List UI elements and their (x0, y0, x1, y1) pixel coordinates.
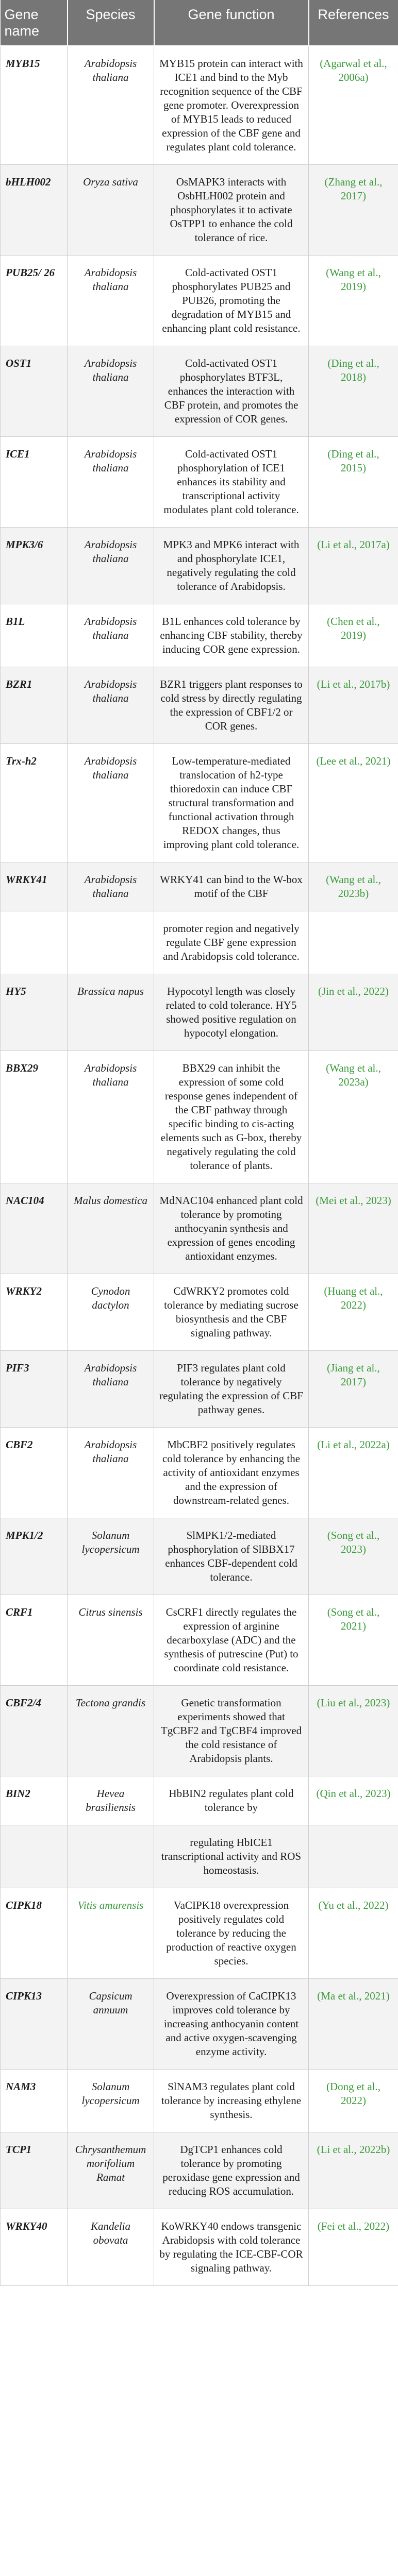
table-header (1, 0, 398, 46)
species-cell: Chrysanthemum morifolium Ramat (68, 2132, 154, 2209)
table-row (1, 1979, 398, 2070)
gene-function-cell: KoWRKY40 endows transgenic Arabidopsis with cold tolerance by regulating the ICE-CBF-COR signaling pathway. (154, 2209, 309, 2286)
table-row (1, 2209, 398, 2286)
species-cell: Arabidopsis thaliana (68, 437, 154, 528)
table-row (1, 1686, 398, 1776)
table-row (1, 165, 398, 256)
table-row (1, 2132, 398, 2209)
gene-name-cell: bHLH002 (1, 165, 68, 256)
gene-name-cell: TCP1 (1, 2132, 68, 2209)
species-cell: Arabidopsis thaliana (68, 346, 154, 437)
gene-name-cell: Trx-h2 (1, 744, 68, 862)
gene-name-cell (1, 911, 68, 974)
gene-function-cell: MdNAC104 enhanced plant cold tolerance by promoting anthocyanin synthesis and expression of genes encoding antioxidant enzymes. (154, 1183, 309, 1274)
gene-function-cell: BZR1 triggers plant responses to cold stress by directly regulating the expression of CBF1/2 or COR genes. (154, 667, 309, 744)
reference-link[interactable]: (Li et al., 2017a) (309, 528, 398, 604)
gene-function-cell: Genetic transformation experiments showed that TgCBF2 and TgCBF4 improved the cold resistance of Arabidopsis plants. (154, 1686, 309, 1776)
table-row (1, 1776, 398, 1825)
gene-name-cell: BBX29 (1, 1051, 68, 1183)
species-cell: Brassica napus (68, 974, 154, 1051)
gene-name-cell: BIN2 (1, 1776, 68, 1825)
gene-name-cell: WRKY40 (1, 2209, 68, 2286)
reference-link[interactable]: (Jiang et al., 2017) (309, 1351, 398, 1428)
table-row (1, 744, 398, 862)
gene-function-cell: BBX29 can inhibit the expression of some cold response genes independent of the CBF pathway through specific binding to cis-acting elements such as G-box, thereby negatively regulating the cold tolerance of plants. (154, 1051, 309, 1183)
table-row (1, 974, 398, 1051)
table-row (1, 1274, 398, 1351)
gene-function-cell: MPK3 and MPK6 interact with and phosphorylate ICE1, negatively regulating the cold tolerance of Arabidopsis. (154, 528, 309, 604)
species-cell[interactable]: Vitis amurensis (68, 1888, 154, 1979)
species-cell: Solanum lycopersicum (68, 1518, 154, 1595)
gene-function-cell: MYB15 protein can interact with ICE1 and bind to the Myb recognition sequence of the CBF gene promoter. Overexpression of MYB15 leads to reduced expression of the CBF gene and regulates plant cold tolerance. (154, 46, 309, 165)
gene-name-cell: PIF3 (1, 1351, 68, 1428)
gene-function-cell: DgTCP1 enhances cold tolerance by promoting peroxidase gene expression and reducing ROS accumulation. (154, 2132, 309, 2209)
gene-function-cell: Overexpression of CaCIPK13 improves cold tolerance by increasing anthocyanin content and active oxygen-scavenging enzyme activity. (154, 1979, 309, 2070)
table-row (1, 667, 398, 744)
species-cell: Kandelia obovata (68, 2209, 154, 2286)
gene-name-cell: MYB15 (1, 46, 68, 165)
gene-name-cell: CBF2/4 (1, 1686, 68, 1776)
gene-name-cell (1, 1825, 68, 1888)
gene-function-cell: SlNAM3 regulates plant cold tolerance by increasing ethylene synthesis. (154, 2070, 309, 2132)
reference-link[interactable]: (Mei et al., 2023) (309, 1183, 398, 1274)
gene-name-cell: NAM3 (1, 2070, 68, 2132)
table-row (1, 437, 398, 528)
reference-link[interactable]: (Song et al., 2021) (309, 1595, 398, 1686)
reference-link[interactable]: (Li et al., 2022a) (309, 1428, 398, 1518)
reference-link[interactable]: (Ma et al., 2021) (309, 1979, 398, 2070)
table-row (1, 1428, 398, 1518)
species-cell: Citrus sinensis (68, 1595, 154, 1686)
gene-function-cell: Cold-activated OST1 phosphorylation of ICE1 enhances its stability and transcriptional activity modulates plant cold tolerance. (154, 437, 309, 528)
species-cell: Tectona grandis (68, 1686, 154, 1776)
species-cell: Malus domestica (68, 1183, 154, 1274)
table-row (1, 346, 398, 437)
gene-name-cell: HY5 (1, 974, 68, 1051)
reference-link (309, 1825, 398, 1888)
gene-name-cell: PUB25/ 26 (1, 256, 68, 346)
species-cell: Arabidopsis thaliana (68, 46, 154, 165)
gene-name-cell: CIPK13 (1, 1979, 68, 2070)
table-row (1, 528, 398, 604)
reference-link[interactable]: (Qin et al., 2023) (309, 1776, 398, 1825)
table-row (1, 1183, 398, 1274)
gene-function-cell: MbCBF2 positively regulates cold tolerance by enhancing the activity of antioxidant enzymes and the expression of downstream-related genes. (154, 1428, 309, 1518)
species-cell: Solanum lycopersicum (68, 2070, 154, 2132)
gene-name-cell: BZR1 (1, 667, 68, 744)
reference-link[interactable]: (Ding et al., 2015) (309, 437, 398, 528)
reference-link[interactable]: (Song et al., 2023) (309, 1518, 398, 1595)
table-row (1, 911, 398, 974)
gene-name-cell: OST1 (1, 346, 68, 437)
table-row (1, 1051, 398, 1183)
gene-name-cell: MPK1/2 (1, 1518, 68, 1595)
reference-link[interactable]: (Jin et al., 2022) (309, 974, 398, 1051)
reference-link[interactable]: (Huang et al., 2022) (309, 1274, 398, 1351)
gene-function-cell: promoter region and negatively regulate CBF gene expression and Arabidopsis cold tolerance. (154, 911, 309, 974)
gene-name-cell: WRKY41 (1, 862, 68, 911)
gene-function-cell: HbBIN2 regulates plant cold tolerance by (154, 1776, 309, 1825)
gene-function-cell: Cold-activated OST1 phosphorylates PUB25 and PUB26, promoting the degradation of MYB15 and enhancing plant cold resistance. (154, 256, 309, 346)
gene-name-cell: NAC104 (1, 1183, 68, 1274)
gene-name-cell: CRF1 (1, 1595, 68, 1686)
gene-function-cell: regulating HbICE1 transcriptional activity and ROS homeostasis. (154, 1825, 309, 1888)
gene-function-cell: Cold-activated OST1 phosphorylates BTF3L, enhances the interaction with CBF protein, and promotes the expression of COR genes. (154, 346, 309, 437)
table-row (1, 862, 398, 911)
gene-function-cell: CdWRKY2 promotes cold tolerance by mediating sucrose biosynthesis and the CBF signaling pathway. (154, 1274, 309, 1351)
species-cell: Arabidopsis thaliana (68, 667, 154, 744)
species-cell: Arabidopsis thaliana (68, 1351, 154, 1428)
reference-link[interactable]: (Dong et al., 2022) (309, 2070, 398, 2132)
reference-link[interactable]: (Agarwal et al., 2006a) (309, 46, 398, 165)
header-species: Species (68, 0, 154, 46)
reference-link[interactable]: (Lee et al., 2021) (309, 744, 398, 862)
gene-function-cell: CsCRF1 directly regulates the expression of arginine decarboxylase (ADC) and the synthesis of putrescine (Put) to coordinate cold resistance. (154, 1595, 309, 1686)
gene-function-cell: OsMAPK3 interacts with OsbHLH002 protein and phosphorylates it to activate OsTPP1 to enhance the cold tolerance of rice. (154, 165, 309, 256)
reference-link[interactable]: (Ding et al., 2018) (309, 346, 398, 437)
species-cell: Arabidopsis thaliana (68, 528, 154, 604)
gene-function-cell: Hypocotyl length was closely related to cold tolerance. HY5 showed positive regulation on hypocotyl elongation. (154, 974, 309, 1051)
table-row (1, 2070, 398, 2132)
table-body (1, 46, 398, 2286)
species-cell: Arabidopsis thaliana (68, 744, 154, 862)
table-row (1, 604, 398, 667)
species-cell: Arabidopsis thaliana (68, 256, 154, 346)
table-row (1, 1518, 398, 1595)
reference-link[interactable]: (Liu et al., 2023) (309, 1686, 398, 1776)
reference-link[interactable]: (Li et al., 2022b) (309, 2132, 398, 2209)
header-gene-name: Gene name (1, 0, 68, 46)
reference-link[interactable]: (Chen et al., 2019) (309, 604, 398, 667)
gene-name-cell: CBF2 (1, 1428, 68, 1518)
species-cell (68, 1825, 154, 1888)
table-row (1, 46, 398, 165)
reference-link[interactable]: (Wang et al., 2019) (309, 256, 398, 346)
gene-function-cell: PIF3 regulates plant cold tolerance by negatively regulating the expression of CBF pathway genes. (154, 1351, 309, 1428)
species-cell: Arabidopsis thaliana (68, 604, 154, 667)
species-cell (68, 911, 154, 974)
table-row (1, 1595, 398, 1686)
reference-link[interactable]: (Fei et al., 2022) (309, 2209, 398, 2286)
header-row (1, 0, 398, 46)
gene-name-cell: CIPK18 (1, 1888, 68, 1979)
table-row (1, 1351, 398, 1428)
species-cell: Arabidopsis thaliana (68, 1428, 154, 1518)
gene-name-cell: ICE1 (1, 437, 68, 528)
species-cell: Arabidopsis thaliana (68, 862, 154, 911)
table-row (1, 1888, 398, 1979)
gene-function-cell: Low-temperature-mediated translocation of h2-type thioredoxin can induce CBF structural transformation and functional activation through REDOX changes, thus improving plant cold tolerance. (154, 744, 309, 862)
header-gene-function: Gene function (154, 0, 309, 46)
gene-function-cell: SlMPK1/2-mediated phosphorylation of SlBBX17 enhances CBF-dependent cold tolerance. (154, 1518, 309, 1595)
gene-name-cell: B1L (1, 604, 68, 667)
species-cell: Arabidopsis thaliana (68, 1051, 154, 1183)
reference-link[interactable]: (Wang et al., 2023b) (309, 862, 398, 911)
reference-link[interactable]: (Li et al., 2017b) (309, 667, 398, 744)
reference-link[interactable]: (Yu et al., 2022) (309, 1888, 398, 1979)
species-cell: Cynodon dactylon (68, 1274, 154, 1351)
reference-link (309, 911, 398, 974)
gene-name-cell: MPK3/6 (1, 528, 68, 604)
species-cell: Capsicum annuum (68, 1979, 154, 2070)
gene-function-cell: VaCIPK18 overexpression positively regulates cold tolerance by reducing the production of reactive oxygen species. (154, 1888, 309, 1979)
table-row (1, 1825, 398, 1888)
species-cell: Oryza sativa (68, 165, 154, 256)
gene-function-cell: WRKY41 can bind to the W-box motif of the CBF (154, 862, 309, 911)
reference-link[interactable]: (Zhang et al., 2017) (309, 165, 398, 256)
header-references: References (309, 0, 398, 46)
table-row (1, 256, 398, 346)
reference-link[interactable]: (Wang et al., 2023a) (309, 1051, 398, 1183)
species-cell: Hevea brasiliensis (68, 1776, 154, 1825)
gene-function-cell: B1L enhances cold tolerance by enhancing CBF stability, thereby inducing COR gene expression. (154, 604, 309, 667)
gene-name-cell: WRKY2 (1, 1274, 68, 1351)
